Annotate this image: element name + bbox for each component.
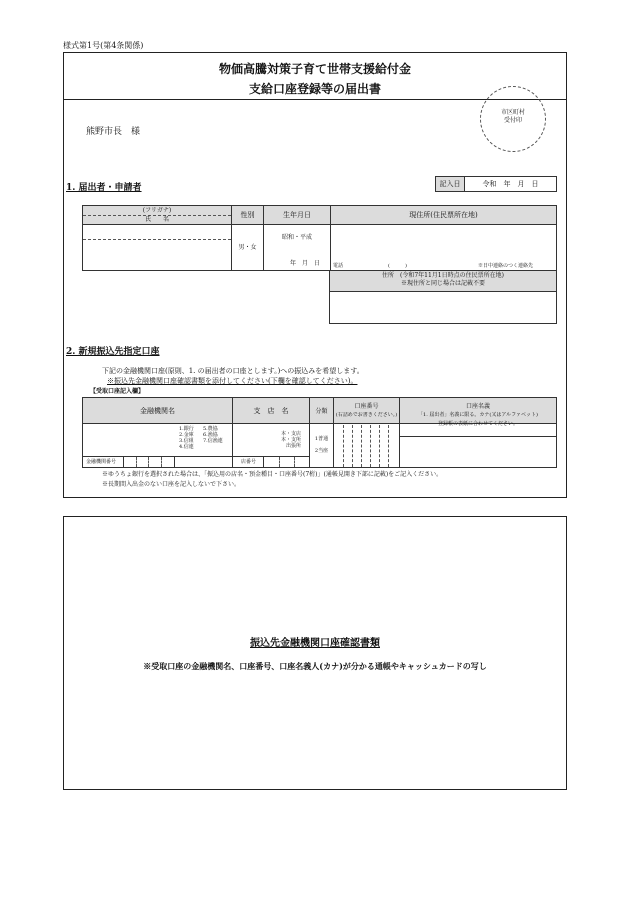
account-type-option[interactable]: 1普通 bbox=[314, 436, 329, 442]
account-number-header: 口座番号 bbox=[354, 403, 379, 410]
section2-heading: 2. 新規振込先指定口座 bbox=[66, 347, 160, 357]
entry-date-field[interactable]: 令和 年 月 日 bbox=[482, 180, 539, 188]
reception-stamp bbox=[480, 86, 546, 152]
digit-divider bbox=[161, 457, 162, 467]
dob-field[interactable]: 年 月 日 bbox=[290, 260, 321, 267]
phone-note: ※日中連絡のつく連絡先 bbox=[478, 263, 534, 269]
bank-type-option[interactable]: 2.金庫 bbox=[179, 432, 194, 438]
section2-desc1: 下記の金融機関口座(原則、1. の届出者の口座とします。)への振込みを希望します。 bbox=[102, 367, 364, 375]
holder-header: 口座名義 bbox=[465, 403, 490, 410]
name-header: 氏 名 bbox=[144, 216, 169, 223]
divider bbox=[174, 457, 175, 467]
branch-type-list[interactable] bbox=[281, 431, 301, 449]
bank-type-option[interactable]: 6.漁協 bbox=[203, 432, 218, 438]
dob-header: 生年月日 bbox=[283, 211, 311, 219]
section1-heading: 1. 届出者・申請者 bbox=[66, 183, 142, 193]
account-number-sub: (右詰めでお書きください。) bbox=[335, 412, 398, 418]
prev-address-title: 住所 (令和7年11月1日時点の住民票所在地) bbox=[382, 272, 504, 279]
title-line1: 物価高騰対策子育て世帯支援給付金 bbox=[218, 62, 411, 76]
form-number: 様式第1号(第4条関係) bbox=[63, 41, 144, 50]
entry-date-label: 記入日 bbox=[436, 177, 465, 191]
bank-code-label: 金融機関番号 bbox=[86, 459, 117, 465]
digit-divider bbox=[136, 457, 137, 467]
furigana-header: (フリガナ) bbox=[142, 207, 172, 214]
stamp-line2: 受付印 bbox=[503, 117, 522, 124]
prev-address-box bbox=[329, 270, 557, 324]
prev-address-note: ※現住所と同じ場合は記載不要 bbox=[400, 280, 485, 287]
type-header: 分類 bbox=[315, 408, 328, 415]
stamp-line1: 市区町村 bbox=[500, 109, 525, 116]
branch-type-option[interactable]: 本・支所 bbox=[281, 437, 302, 443]
name-field[interactable] bbox=[85, 241, 229, 269]
bank-type-option[interactable]: 7.信漁連 bbox=[203, 438, 223, 444]
furigana-divider bbox=[83, 239, 231, 240]
bank-header: 金融機関名 bbox=[140, 407, 175, 415]
entry-date-box bbox=[435, 176, 557, 192]
address-header: 現住所(住民票所在地) bbox=[409, 211, 478, 219]
branch-type-option[interactable]: 本・支店 bbox=[281, 431, 302, 437]
gender-header: 性別 bbox=[240, 211, 255, 219]
holder-note1: 「1. 届出者」名義に限る。カナ(又はアルファベット) bbox=[418, 412, 538, 418]
bank-type-option[interactable]: 4.信連 bbox=[179, 444, 194, 450]
attachment-desc: ※受取口座の金融機関名、口座番号、口座名義人(カナ)が分かる通帳やキャッシュカードの写し bbox=[143, 661, 487, 671]
gender-options[interactable]: 男・女 bbox=[238, 244, 257, 251]
prev-address-header bbox=[330, 271, 556, 292]
branch-type-option[interactable]: 出張所 bbox=[286, 443, 302, 449]
attachment-title: 振込先金融機関口座確認書類 bbox=[250, 638, 380, 649]
divider bbox=[400, 436, 556, 437]
bank-code-field[interactable] bbox=[124, 457, 174, 467]
title-line2: 支給口座登録等の届出書 bbox=[248, 82, 381, 96]
bank-type-option[interactable]: 3.信組 bbox=[179, 438, 194, 444]
addressee: 熊野市長 様 bbox=[86, 127, 141, 137]
section2-note1: ※ゆうちょ銀行を選択された場合は、「振込用の店名・預金種目・口座番号(7桁)」(通帳見開き下部に記載)をご記入ください。 bbox=[102, 471, 443, 478]
phone-label: 電話 bbox=[333, 263, 344, 269]
account-number-field[interactable] bbox=[334, 425, 399, 467]
attachment-frame[interactable] bbox=[63, 516, 567, 790]
branch-header: 支 店 名 bbox=[253, 407, 289, 415]
holder-note2: 登録帳の表紙に合わせてください。 bbox=[437, 421, 518, 427]
bank-type-col1[interactable] bbox=[179, 426, 194, 450]
applicant-table bbox=[82, 205, 557, 271]
digit-divider bbox=[294, 457, 295, 467]
bank-type-col2[interactable] bbox=[203, 426, 223, 444]
prev-address-field[interactable] bbox=[330, 292, 556, 323]
era-options[interactable]: 昭和・平成 bbox=[281, 234, 312, 241]
section2-note2: ※長期間入出金のない口座を記入しないで下さい。 bbox=[102, 481, 241, 488]
furigana-field[interactable] bbox=[85, 226, 229, 238]
account-table bbox=[82, 397, 557, 468]
bank-type-option[interactable]: 1.銀行 bbox=[179, 426, 194, 432]
phone-field[interactable]: ( ) bbox=[388, 263, 407, 269]
branch-code-label: 店番号 bbox=[241, 459, 257, 465]
digit-divider bbox=[148, 457, 149, 467]
holder-field[interactable] bbox=[400, 410, 556, 436]
bank-type-option[interactable]: 5.農協 bbox=[203, 426, 218, 432]
branch-code-field[interactable] bbox=[264, 457, 309, 467]
digit-divider bbox=[279, 457, 280, 467]
account-type-option[interactable]: 2当座 bbox=[314, 448, 329, 454]
section2-desc2: ※振込先金融機関口座確認書類を添付してください(下欄を確認してください)。 bbox=[107, 377, 358, 385]
receipt-label: 【受取口座記入欄】 bbox=[90, 388, 145, 395]
